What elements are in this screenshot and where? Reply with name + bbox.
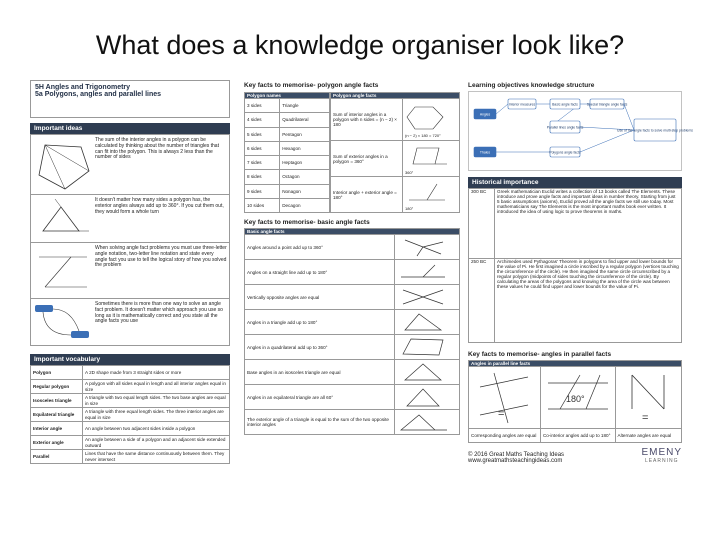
table-row bbox=[31, 450, 230, 464]
polygon-name: Hexagon bbox=[280, 141, 330, 155]
basic-fact-figure bbox=[397, 411, 449, 433]
vocab-term: Regular polygon bbox=[31, 380, 83, 394]
basic-fact-figure-cell bbox=[395, 385, 460, 410]
copyright-text: © 2016 Great Maths Teaching Ideas bbox=[468, 452, 565, 459]
vocab-definition: An angle between two adjacent sides inside a polygon bbox=[83, 422, 230, 436]
basic-fact-shape bbox=[401, 415, 447, 430]
historical-importance-header: Historical importance bbox=[468, 177, 682, 188]
polygon-sides: 4 sides bbox=[245, 113, 280, 127]
idea-text: The sum of the interior angles in a polygon can be calculated by thinking about the number of triangles that can fit into the polygon. This is always 2 less than the number of sides bbox=[95, 137, 219, 161]
table-row bbox=[245, 170, 330, 184]
basic-fact-text: Angles on a straight line add up to 180° bbox=[245, 260, 395, 285]
table-row bbox=[245, 113, 330, 127]
table-row bbox=[245, 198, 330, 212]
table-row bbox=[469, 367, 682, 429]
fact-figure-cell bbox=[403, 99, 460, 141]
polygon-name: Decagon bbox=[280, 198, 330, 212]
vocabulary-table bbox=[30, 365, 230, 464]
basic-fact-shape bbox=[405, 314, 441, 330]
table-row bbox=[245, 335, 460, 360]
vocab-definition: A 2D shape made from 3 straight sides or more bbox=[83, 366, 230, 380]
fact-figure-cell bbox=[403, 141, 460, 177]
corresponding-angles-figure bbox=[474, 369, 534, 425]
slide-title: What does a knowledge organiser look like? bbox=[95, 30, 625, 60]
emeny-logo bbox=[641, 447, 682, 464]
basic-fact-shape bbox=[401, 265, 445, 277]
parallel-facts-table bbox=[468, 360, 682, 443]
parallel-facts-header: Key facts to memorise- angles in parallel facts bbox=[468, 351, 612, 358]
important-ideas-header: Important ideas bbox=[30, 123, 230, 134]
polygon-sides: 9 sides bbox=[245, 184, 280, 198]
table-row bbox=[245, 360, 460, 385]
learning-objectives-header: Learning objectives knowledge structure bbox=[468, 82, 595, 89]
vocab-term: Equilateral triangle bbox=[31, 408, 83, 422]
footer bbox=[468, 447, 682, 464]
vocab-term: Polygon bbox=[31, 366, 83, 380]
history-date: 250 BC bbox=[469, 259, 495, 343]
table-row bbox=[245, 410, 460, 435]
vocab-term: Exterior angle bbox=[31, 436, 83, 450]
idea-text: It doesn't matter how many sides a polygon has, the exterior angles always add up to 360°. If you cut them out, they would form a whole turn bbox=[95, 197, 224, 215]
parallel-facts-subheading: Angles in parallel line facts bbox=[469, 361, 682, 367]
basic-facts-header: Key facts to memorise- basic angle facts bbox=[244, 219, 370, 227]
polygon-triangles-figure bbox=[31, 135, 93, 195]
basic-fact-text: Vertically opposite angles are equal bbox=[245, 285, 395, 310]
logo-text: EMENY bbox=[641, 447, 682, 459]
diagram-node-label: Thales bbox=[479, 150, 491, 155]
website-text: www.greatmathsteachingideas.com bbox=[468, 458, 563, 465]
basic-fact-shape bbox=[407, 389, 439, 406]
polygon-facts-block bbox=[244, 92, 460, 213]
polygon-sides: 8 sides bbox=[245, 170, 280, 184]
corresponding-angles-figure-cell bbox=[469, 367, 541, 429]
polygon-angle-facts-table bbox=[330, 92, 460, 213]
basic-fact-shape bbox=[403, 290, 443, 304]
svg-text:=: = bbox=[498, 408, 505, 421]
polygon-name: Nonagon bbox=[280, 184, 330, 198]
basic-fact-figure bbox=[397, 286, 449, 308]
organiser-title bbox=[30, 80, 230, 118]
knowledge-structure-diagram bbox=[468, 91, 693, 171]
basic-fact-figure bbox=[397, 311, 449, 333]
alternate-angles-figure-cell bbox=[615, 367, 681, 429]
table-row bbox=[331, 141, 460, 177]
fact-figure-label: (n − 2) × 180 = 720° bbox=[405, 132, 441, 138]
table-row bbox=[31, 436, 230, 450]
title-line-1: 5H Angles and Trigonometry bbox=[35, 84, 131, 91]
polygon-name: Octagon bbox=[280, 170, 330, 184]
table-row bbox=[31, 422, 230, 436]
parallel-fact-text: Co-interior angles add up to 180° bbox=[540, 429, 615, 443]
polygon-names-heading: Polygon names bbox=[245, 93, 330, 99]
vocab-definition: A triangle with three equal length sides. The three interior angles are equal in size bbox=[83, 408, 230, 422]
polygon-sides: 6 sides bbox=[245, 141, 280, 155]
fact-text: Sum of exterior angles in a polygon = 360° bbox=[331, 141, 403, 177]
angle-notation-figure bbox=[31, 243, 93, 299]
basic-fact-figure bbox=[397, 386, 449, 408]
diagram-node-label: Angles bbox=[479, 112, 491, 117]
history-text: Archimedes used Pythagoras' Theorem in polygons to find upper and lower bounds for the value of Pi. He first imagined a circle inscribed by a regular polygon (vertices touching the circumference of the circle). He then imagined the same circle circumscribed by a regular polygon (midpoints of sides touching the circumference of the circle). By calculating the areas of the polygons and knowing the area of the circle was between these values he could find upper and lower bounds for the value of Pi. bbox=[495, 259, 682, 343]
fact-figure-label: 180° bbox=[405, 205, 414, 211]
table-row bbox=[245, 127, 330, 141]
diagram-node-label: Use of the angle facts to solve multi-step problems bbox=[617, 128, 693, 133]
title-line-2: 5a Polygons, angles and parallel lines bbox=[35, 91, 162, 98]
basic-fact-figure bbox=[397, 236, 449, 258]
table-row bbox=[245, 310, 460, 335]
middle-panel bbox=[244, 82, 460, 530]
diagram-node-label: Special triangle angle facts bbox=[586, 102, 628, 107]
table-row bbox=[245, 156, 330, 170]
table-row bbox=[31, 408, 230, 422]
vocabulary-header: Important vocabulary bbox=[30, 354, 230, 365]
basic-fact-figure-cell bbox=[395, 235, 460, 260]
vocab-definition: An angle between a side of a polygon and an adjacent side extended outward bbox=[83, 436, 230, 450]
polygon-sides: 7 sides bbox=[245, 156, 280, 170]
basic-fact-figure-cell bbox=[395, 285, 460, 310]
basic-fact-text: Angles around a point add up to 360° bbox=[245, 235, 395, 260]
polygon-sides: 5 sides bbox=[245, 127, 280, 141]
diagram-node-label: Basic angle facts bbox=[552, 102, 578, 107]
ideas-list bbox=[30, 134, 230, 346]
basic-fact-figure-cell bbox=[395, 335, 460, 360]
straight-line-angle-figure bbox=[405, 178, 449, 206]
polygon-sides: 3 sides bbox=[245, 99, 280, 113]
idea-text: Sometimes there is more than one way to solve an angle fact problem. It doesn't matter which approach you use so long as it is mathematically correct and you state all the angle facts you use bbox=[95, 301, 223, 325]
polygon-name: Heptagon bbox=[280, 156, 330, 170]
table-row bbox=[331, 99, 460, 141]
table-row bbox=[245, 235, 460, 260]
table-row bbox=[245, 141, 330, 155]
basic-fact-shape bbox=[405, 364, 441, 380]
hexagon-figure bbox=[405, 101, 449, 133]
basic-fact-text: Angles in an equilateral triangle are all 60° bbox=[245, 385, 395, 410]
vocab-definition: A polygon with all sides equal in length and all interior angles equal in size bbox=[83, 380, 230, 394]
table-row bbox=[469, 189, 682, 259]
basic-fact-text: The exterior angle of a triangle is equal to the sum of the two opposite interior angles bbox=[245, 410, 395, 435]
basic-fact-figure-cell bbox=[395, 310, 460, 335]
table-row bbox=[331, 177, 460, 213]
polygon-name: Triangle bbox=[280, 99, 330, 113]
basic-fact-shape bbox=[403, 339, 443, 355]
parallel-fact-text: Corresponding angles are equal bbox=[469, 429, 541, 443]
basic-fact-text: Angles in a quadrilateral add up to 360° bbox=[245, 335, 395, 360]
vocab-term: Parallel bbox=[31, 450, 83, 464]
table-row bbox=[245, 385, 460, 410]
basic-fact-text: Angles in a triangle add up to 180° bbox=[245, 310, 395, 335]
idea-row bbox=[31, 299, 229, 345]
fact-figure-cell bbox=[403, 177, 460, 213]
fact-figure-label: 360° bbox=[405, 169, 414, 175]
table-row bbox=[245, 260, 460, 285]
svg-text:=: = bbox=[642, 412, 649, 425]
polygon-facts-header: Key facts to memorise- polygon angle facts bbox=[244, 82, 379, 89]
vocab-term: Interior angle bbox=[31, 422, 83, 436]
logo-subtext: LEARNING bbox=[644, 458, 679, 465]
polygon-sides: 10 sides bbox=[245, 198, 280, 212]
polygon-names-table bbox=[244, 92, 330, 213]
polygon-name: Pentagon bbox=[280, 127, 330, 141]
co-interior-angle-label: 180° bbox=[565, 394, 585, 405]
polygon-angle-facts-heading: Polygon angle facts bbox=[331, 93, 460, 99]
history-table bbox=[468, 188, 682, 343]
history-text: Greek mathematician Euclid writes a collection of 13 books called The Elements. These introduce and prove angle facts and important ideas in number theory. Starting from just 5 basic assumptions (axioms), Euclid proved all the angle facts we still use today. Most mathematicians say The Elements is the most important maths book ever written. It introduced the idea of using logic to prove theorems in maths. bbox=[495, 189, 682, 259]
exterior-angles-figure bbox=[31, 195, 93, 243]
polygon-name: Quadrilateral bbox=[280, 113, 330, 127]
basic-fact-text: Base angles in an isosceles triangle are equal bbox=[245, 360, 395, 385]
basic-fact-figure-cell bbox=[395, 410, 460, 435]
parallel-fact-text: Alternate angles are equal bbox=[615, 429, 681, 443]
exterior-angle-figure bbox=[405, 142, 449, 170]
multiple-methods-figure bbox=[31, 299, 93, 345]
co-interior-angles-figure bbox=[544, 369, 612, 425]
basic-fact-shape bbox=[405, 240, 443, 256]
table-row bbox=[31, 366, 230, 380]
basic-fact-figure-cell bbox=[395, 360, 460, 385]
alternate-angles-figure bbox=[618, 369, 678, 425]
table-row bbox=[31, 380, 230, 394]
table-row bbox=[245, 184, 330, 198]
vocab-definition: A triangle with two equal length sides. The two base angles are equal in size bbox=[83, 394, 230, 408]
basic-fact-figure bbox=[397, 361, 449, 383]
diagram-node-label: Parallel lines angle facts bbox=[546, 125, 584, 130]
basic-fact-figure bbox=[397, 261, 449, 283]
idea-row bbox=[31, 195, 229, 243]
table-row bbox=[469, 259, 682, 343]
table-row bbox=[31, 394, 230, 408]
basic-facts-subheading: Basic angle facts bbox=[245, 229, 460, 235]
history-date: 300 BC bbox=[469, 189, 495, 259]
vocab-term: Isosceles triangle bbox=[31, 394, 83, 408]
left-panel bbox=[30, 80, 230, 530]
idea-row bbox=[31, 135, 229, 195]
basic-fact-figure bbox=[397, 336, 449, 358]
table-row bbox=[245, 285, 460, 310]
table-row bbox=[469, 429, 682, 443]
vocab-definition: Lines that have the same distance continuously between them. They never intersect bbox=[83, 450, 230, 464]
diagram-node-label: Polygons angle facts bbox=[549, 150, 581, 155]
idea-row bbox=[31, 243, 229, 299]
table-row bbox=[245, 99, 330, 113]
right-panel bbox=[468, 82, 693, 530]
basic-fact-figure-cell bbox=[395, 260, 460, 285]
basic-facts-table bbox=[244, 228, 460, 435]
co-interior-angles-figure-cell bbox=[540, 367, 615, 429]
fact-text: Sum of interior angles in a polygon with n sides = (n − 2) × 180 bbox=[331, 99, 403, 141]
diagram-node-label: Interior measures bbox=[508, 102, 536, 107]
idea-text: When solving angle fact problems you must use three-letter angle notation, two-letter line notation and state every angle fact you use to tell the logical story of how you solved the problem bbox=[95, 245, 227, 269]
fact-text: Interior angle + exterior angle = 180° bbox=[331, 177, 403, 213]
